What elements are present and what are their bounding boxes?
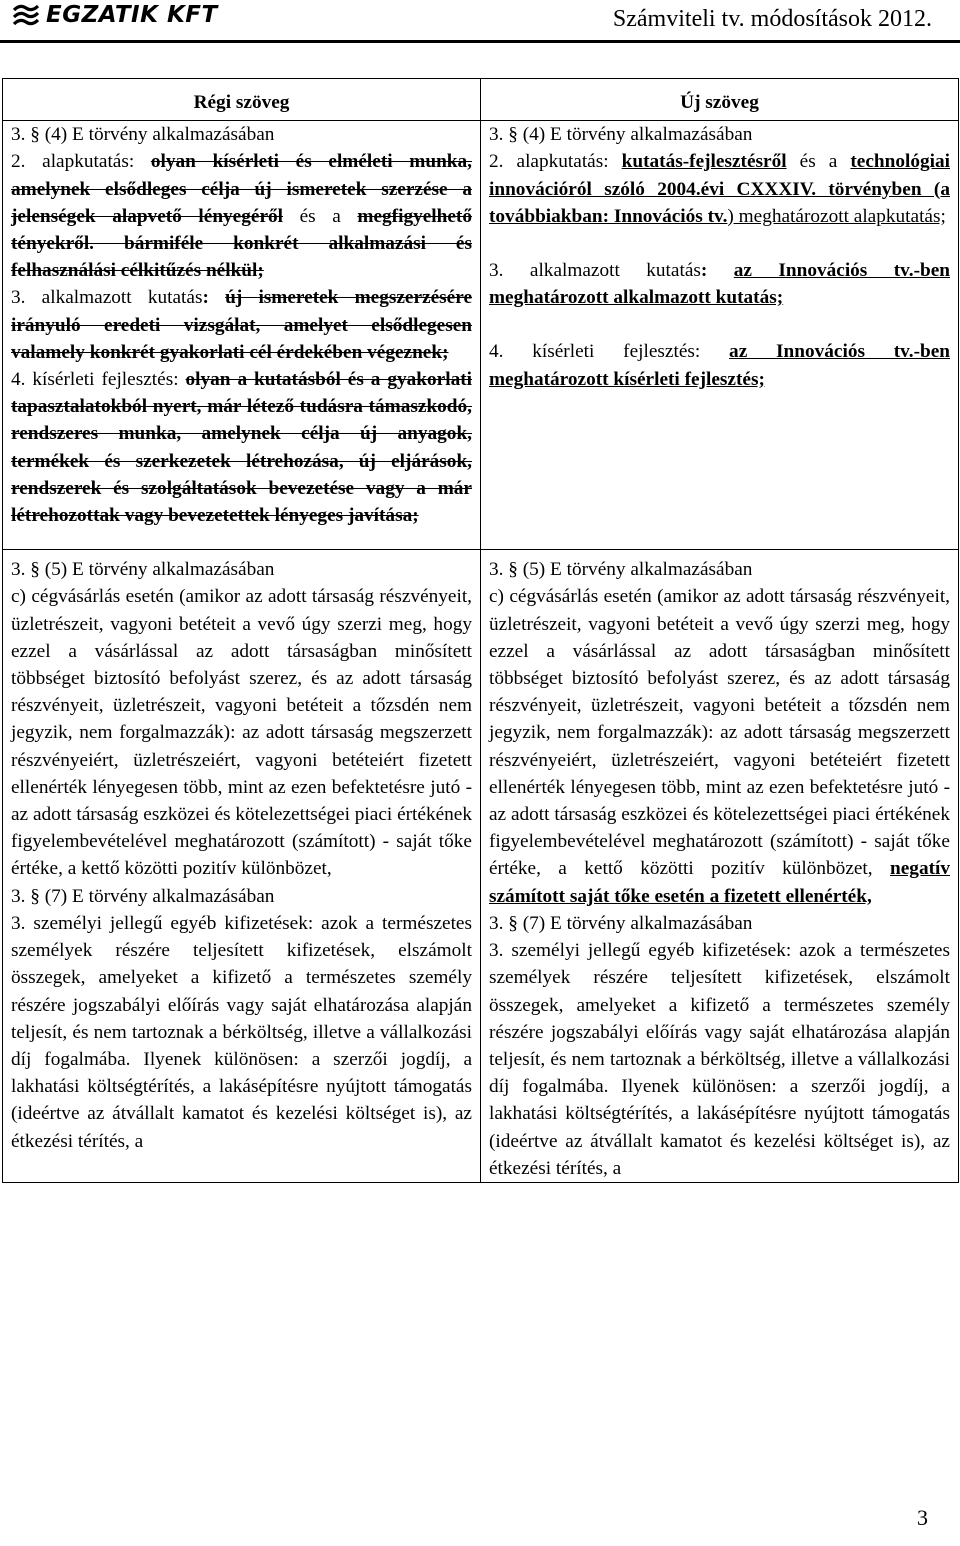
old-text-cell <box>3 121 481 550</box>
definition-term: 4. kísérleti fejlesztés: <box>489 341 730 363</box>
section-heading: 3. § (5) E törvény alkalmazásában <box>11 559 275 581</box>
new-text-cell <box>481 550 959 1183</box>
definition-paragraph: 3. személyi jellegű egyéb kifizetések: azok a természetes személyek részére teljesített kifizetések, elszámolt összegek, amelyeket a kifizető a természetes személy részére jogszabályi előírás vagy saját elhatározása alapján teljesít, és nem tartoznak a bérköltség, illetve a vállalkozási díj fogalmába. Ilyenek különösen: a szerzői jogdíj, a lakhatási költségtérítés, a lakásépítésre nyújtott támogatás (ideértve az átvállalt kamatot és kezelési költséget is), az étkezési térítés, a <box>11 912 472 1152</box>
inserted-text: technológiai innovációról szóló 2004.évi CXXXIV. törvényben (a továbbiakban: Innovációs tv. <box>489 151 950 227</box>
deleted-text: olyan a kutatásból és a gyakorlati tapasztalatokból nyert, már létező tudásra támaszkodó, rendszeres munka, amelynek célja új anyagok, termékek és szerkezetek létrehozása, új eljárások, rendszerek és szolgáltatások bevezetése vagy a már létrehozottak vagy bevezetettek lényeges javítása; <box>11 369 472 527</box>
page-number: 3 <box>917 1505 928 1530</box>
deleted-text: megfigyelhető tényekről. bármiféle konkrét alkalmazási és felhasználási célkitűzés nélkül; <box>11 205 472 282</box>
spacer <box>489 230 950 257</box>
comparison-table <box>2 78 959 1183</box>
definition-paragraph <box>489 338 950 392</box>
old-text-column-header: Régi szöveg <box>3 79 481 121</box>
old-text-cell <box>3 550 481 1183</box>
inserted-text: az Innovációs tv.-ben meghatározott kísérleti fejlesztés; <box>489 341 951 390</box>
definition-paragraph: 3. személyi jellegű egyéb kifizetések: azok a természetes személyek részére teljesített kifizetések, elszámolt összegek, amelyeket a kifizető a természetes személy részére jogszabályi előírás vagy saját elhatározása alapján teljesít, és nem tartoznak a bérköltség, illetve a vállalkozási díj fogalmába. Ilyenek különösen: a szerzői jogdíj, a lakhatási költségtérítés, a lakásépítésre nyújtott támogatás (ideértve az átvállalt kamatot és kezelési költséget is), az étkezési térítés, a <box>489 940 950 1179</box>
table-row <box>3 121 959 550</box>
section-heading: 3. § (5) E törvény alkalmazásában <box>489 559 753 581</box>
plain-text: és a <box>283 205 358 227</box>
deleted-text: új ismeretek megszerzésére irányuló eredeti vizsgálat, amelyet elsődlegesen valamely konkrét gyakorlati cél érdekében végeznek; <box>11 287 472 363</box>
plain-text: : <box>202 287 226 309</box>
page-header <box>0 0 960 44</box>
definition-term: 3. alkalmazott kutatás <box>11 287 203 309</box>
definition-paragraph <box>489 148 950 230</box>
definition-paragraph <box>489 583 950 909</box>
company-logo <box>12 2 218 28</box>
definition-paragraph <box>11 284 472 366</box>
definition-paragraph <box>11 148 472 284</box>
definition-paragraph <box>11 366 472 529</box>
definition-term: 2. alapkutatás: <box>11 151 151 173</box>
inserted-text: negatív számított saját tőke esetén a fizetett ellenérték, <box>489 858 950 907</box>
definition-paragraph <box>489 257 950 311</box>
section-heading: 3. § (4) E törvény alkalmazásában <box>11 124 275 146</box>
section-heading: 3. § (7) E törvény alkalmazásában <box>11 885 275 907</box>
section-heading: 3. § (4) E törvény alkalmazásában <box>489 124 753 146</box>
plain-text: : <box>700 260 734 282</box>
spacer <box>489 311 950 338</box>
plain-text: c) cégvásárlás esetén (amikor az adott társaság részvényeit, üzletrészeit, vagyoni betéteit a vevő úgy szerzi meg, hogy ezzel a vásárlással az adott társaságban minősített többséget biztosító befolyást szerez, és az adott társaság részvényeit, üzletrészeit, vagyoni betéteit a tőzsdén nem jegyzik, nem forgalmazzák): az adott társaság megszerzett részvényeiért, üzletrészeiért, vagyoni betéteiért fizetett ellenérték lényegesen több, mint az ezen befektetésre jutó - az adott társaság eszközei és kötelezettségei piaci értékének figyelembevételével meghatározott (számított) - saját tőke értéke, a kettő közötti pozitív különbözet, <box>489 586 950 880</box>
new-text-column-header: Új szöveg <box>481 79 959 121</box>
table-header-row <box>3 79 959 121</box>
header-divider <box>0 40 960 43</box>
inserted-text: ) meghatározott alapkutatás; <box>727 205 946 227</box>
table-row <box>3 550 959 1183</box>
definition-paragraph: c) cégvásárlás esetén (amikor az adott társaság részvényeit, üzletrészeit, vagyoni betéteit a vevő úgy szerzi meg, hogy ezzel a vásárlással az adott társaságban minősített többséget biztosító befolyást szerez, és az adott társaság részvényeit, üzletrészeit, vagyoni betéteit a tőzsdén nem jegyzik, nem forgalmazzák): az adott társaság megszerzett részvényeiért, üzletrészeiért, vagyoni betéteiért fizetett ellenérték lényegesen több, mint az ezen befektetésre jutó - az adott társaság eszközei és kötelezettségei piaci értékének figyelembevételével meghatározott (számított) - saját tőke értéke, a kettő közötti pozitív különbözet, <box>11 586 472 880</box>
section-heading: 3. § (7) E törvény alkalmazásában <box>489 912 753 934</box>
logo-icon <box>12 2 40 28</box>
definition-term: 2. alapkutatás: <box>489 151 622 173</box>
document-title: Számviteli tv. módosítások 2012. <box>612 6 932 32</box>
definition-term: 3. alkalmazott kutatás <box>489 260 701 282</box>
inserted-text: az Innovációs tv.-ben meghatározott alkalmazott kutatás; <box>489 260 950 309</box>
logo-text: EGZATIK KFT <box>46 2 218 28</box>
new-text-cell <box>481 121 959 550</box>
definition-term: 4. kísérleti fejlesztés: <box>11 369 186 391</box>
deleted-text: olyan kísérleti és elméleti munka, amelynek elsődleges célja új ismeretek szerzése a jelenségek alapvető lényegéről <box>11 151 472 227</box>
inserted-text: kutatás-fejlesztésről <box>621 151 787 173</box>
plain-text: és a <box>786 151 851 173</box>
